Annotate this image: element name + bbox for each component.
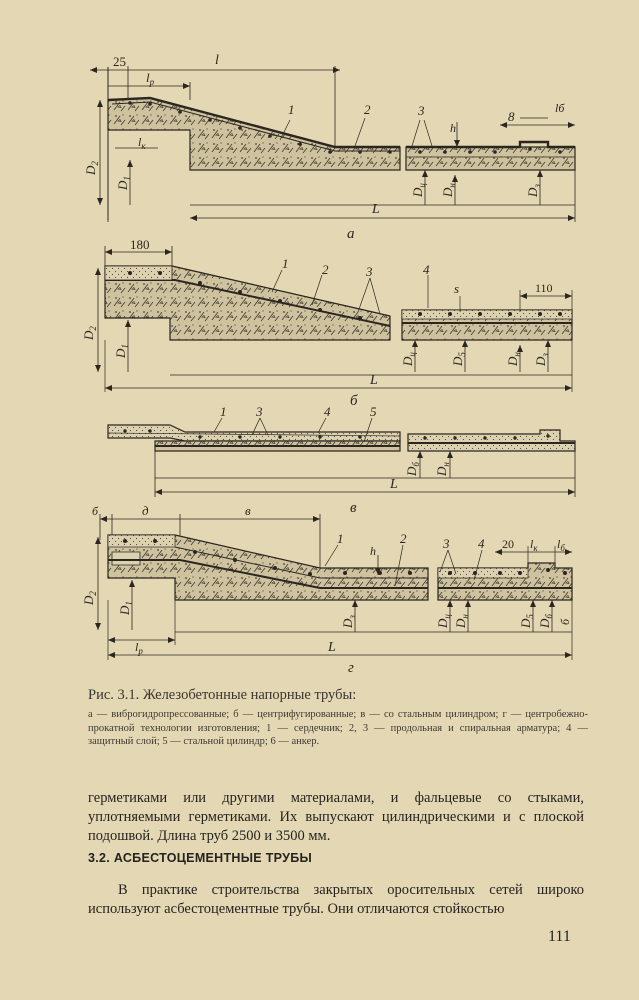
v-sublabel: в	[350, 500, 357, 516]
b-diam-d5: $D_5$	[450, 352, 467, 366]
a-callout-1: 1	[288, 102, 295, 117]
v-callout-4: 4	[324, 404, 331, 419]
a-diam-d1: $D_1$	[115, 176, 132, 190]
a-dim-l: l	[215, 53, 219, 68]
a-length-L: L	[372, 202, 380, 217]
body-paragraph-1: герметиками или другими материалами, и фальцевые со стыками, уплотняемыми герметиками. Их выпускают цилиндрическими и с плоской подошвой. Длина труб 2500 и 3500 мм.	[88, 790, 584, 844]
figure-caption-title: Рис. 3.1. Железобетонные напорные трубы:	[88, 687, 357, 703]
g-diam-db: $D_б$	[537, 614, 554, 628]
a-callout-3: 3	[418, 103, 425, 118]
g-dim-lb: $l_б$	[557, 537, 565, 553]
b-callout-3: 3	[366, 264, 373, 279]
g-sublabel: г	[348, 660, 354, 676]
figure-b	[81, 237, 572, 409]
g-diam-d5: $D_5$	[518, 614, 535, 628]
b-dim-s: s	[454, 281, 460, 296]
a-diam-dz: $D_з$	[525, 184, 542, 197]
b-dim-110: 110	[535, 281, 553, 295]
v-callout-1: 1	[220, 404, 227, 419]
b-diam-d1: $D_1$	[113, 344, 130, 358]
g-dim-b: б	[92, 504, 99, 518]
a-sublabel: а	[347, 226, 355, 242]
a-diam-dc: $D_ц$	[410, 183, 427, 197]
a-callout-2: 2	[364, 102, 371, 117]
v-length-L: L	[390, 477, 398, 492]
g-dim-d: д	[142, 503, 149, 518]
b-diam-dn: $D_н$	[505, 352, 522, 366]
b-callout-2: 2	[322, 262, 329, 277]
b-diam-dz: $D_з$	[533, 353, 550, 366]
v-diam-db: $D_б$	[404, 462, 421, 476]
g-callout-2: 2	[400, 531, 407, 546]
section-heading: 3.2. АСБЕСТОЦЕМЕНТНЫЕ ТРУБЫ	[88, 851, 313, 865]
g-callout-3: 3	[443, 536, 450, 551]
a-dim-lk: $l_к$	[138, 135, 146, 151]
b-sublabel: б	[350, 393, 358, 409]
a-diam-dn: $D_н$	[440, 183, 457, 197]
b-diam-dc: $D_ц$	[400, 352, 417, 366]
a-dim-lp: $l_р$	[146, 70, 155, 87]
g-dim-20: 20	[502, 537, 514, 551]
g-callout-b: б	[558, 618, 572, 625]
g-callout-h: h	[370, 544, 376, 558]
a-callout-8: 8	[508, 109, 515, 124]
figure-caption-legend: а — виброгидропрессованные; б — центрифугированные; в — со стальным цилиндром; г — центробежно-прокатной технологии изготовления; 1 — сердечник; 2, 3 — продольная и спиральная арматура; 4 — защитный слой; 5 — стальной цилиндр; 6 — анкер.	[88, 709, 588, 748]
g-diam-d1: $D_1$	[117, 601, 134, 615]
a-callout-lb: lб	[555, 101, 565, 115]
g-dim-lp: $l_р$	[135, 640, 143, 656]
v-diam-dn: $D_н$	[434, 462, 451, 476]
figure-a	[83, 53, 575, 242]
g-diam-dc: $D_ц$	[435, 614, 452, 628]
figure-v	[108, 404, 575, 516]
page-number: 111	[548, 928, 571, 945]
v-callout-5: 5	[370, 404, 377, 419]
a-diam-d2: $D_2$	[83, 161, 100, 175]
g-dim-lk: $l_к$	[530, 537, 538, 553]
b-callout-4: 4	[423, 262, 430, 277]
b-dim-180: 180	[130, 237, 150, 252]
v-callout-3: 3	[256, 404, 263, 419]
body-paragraph-2: В практике строительства закрытых оросительных сетей широко используют асбестоцементные трубы. Они отличаются стойкостью	[88, 882, 584, 917]
b-callout-1: 1	[282, 256, 289, 271]
a-callout-h: h	[450, 121, 456, 135]
g-dim-v: в	[245, 503, 251, 518]
g-diam-d2: $D_2$	[81, 591, 98, 605]
g-diam-dz: $D_з$	[340, 615, 357, 628]
g-diam-dn: $D_н$	[453, 614, 470, 628]
b-length-L: L	[370, 373, 378, 388]
a-dim-25: 25	[113, 54, 126, 69]
g-length-L: L	[328, 640, 336, 655]
figure-g	[81, 503, 572, 676]
b-diam-d2: $D_2$	[81, 326, 98, 340]
g-callout-1: 1	[337, 531, 344, 546]
g-callout-4: 4	[478, 536, 485, 551]
